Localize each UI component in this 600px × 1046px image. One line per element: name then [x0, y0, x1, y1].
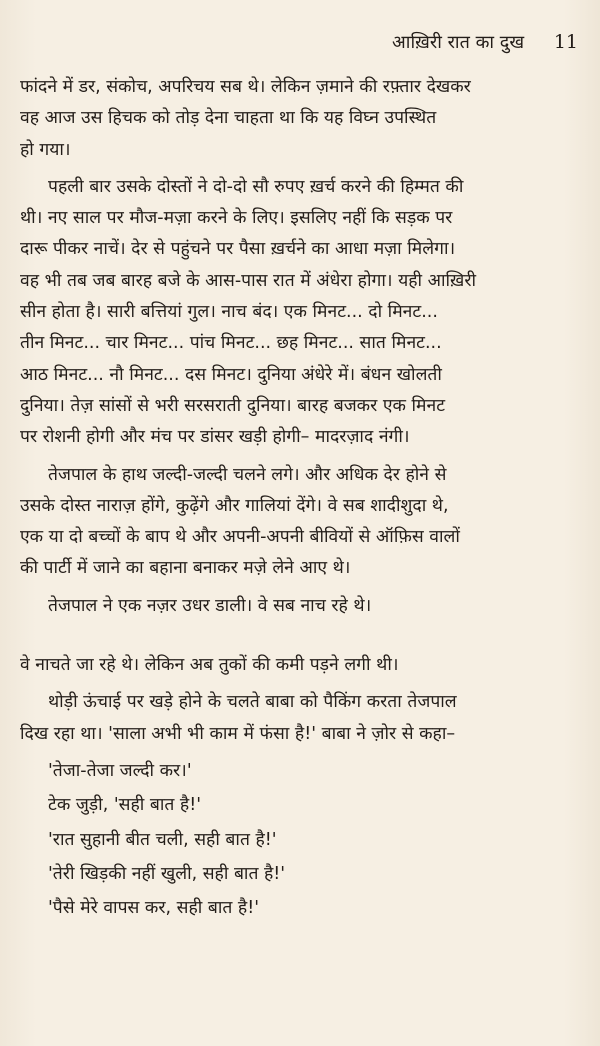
- verse-line: 'तेरी खिड़की नहीं खुली, सही बात है!': [48, 863, 286, 884]
- text-line: पर रोशनी होगी और मंच पर डांसर खड़ी होगी– मादरज़ाद नंगी।: [20, 427, 410, 448]
- text-line: थी। नए साल पर मौज-मज़ा करने के लिए। इसलिए नहीं कि सड़क पर: [20, 208, 453, 229]
- text-line: आठ मिनट... नौ मिनट... दस मिनट। दुनिया अंधेरे में। बंधन खोलती: [20, 364, 442, 385]
- text-line: की पार्टी में जाने का बहाना बनाकर मज़े लेने आए थे।: [20, 558, 351, 579]
- text-line: तीन मिनट... चार मिनट... पांच मिनट... छह मिनट... सात मिनट...: [20, 333, 442, 354]
- text-line: उसके दोस्त नाराज़ होंगे, कुढ़ेंगे और गालियां देंगे। वे सब शादीशुदा थे,: [20, 495, 449, 516]
- text-line: वह आज उस हिचक को तोड़ देना चाहता था कि यह विघ्न उपस्थित: [20, 108, 437, 129]
- text-line: पहली बार उसके दोस्तों ने दो-दो सौ रुपए ख़र्च करने की हिम्मत की: [48, 176, 464, 197]
- text-line: तेजपाल के हाथ जल्दी-जल्दी चलने लगे। और अधिक देर होने से: [48, 464, 447, 485]
- verse-line: 'रात सुहानी बीत चली, सही बात है!': [48, 829, 277, 850]
- text-line: तेजपाल ने एक नज़र उधर डाली। वे सब नाच रहे थे।: [48, 595, 372, 616]
- text-line: एक या दो बच्चों के बाप थे और अपनी-अपनी बीवियों से ऑफ़िस वालों: [20, 527, 460, 548]
- paragraph-3: [20, 460, 585, 585]
- song-verses: [20, 756, 585, 924]
- verse-line: 'तेजा-तेजा जल्दी कर।': [48, 760, 192, 781]
- text-line: सीन होता है। सारी बत्तियां गुल। नाच बंद। एक मिनट... दो मिनट...: [20, 302, 438, 323]
- chapter-title: आख़िरी रात का दुख: [392, 32, 525, 53]
- paragraph-6: [20, 687, 585, 750]
- text-line: दिख रहा था। 'साला अभी भी काम में फंसा है!' बाबा ने ज़ोर से कहा–: [20, 723, 456, 744]
- page-body: [20, 72, 585, 927]
- verse-line: 'पैसे मेरे वापस कर, सही बात है!': [48, 898, 260, 919]
- page-number: 11: [553, 31, 578, 53]
- text-line: वह भी तब जब बारह बजे के आस-पास रात में अंधेरा होगा। यही आख़िरी: [20, 270, 477, 291]
- text-line: दारू पीकर नाचें। देर से पहुंचने पर पैसा ख़र्चने का आधा मज़ा मिलेगा।: [20, 239, 456, 260]
- text-line: वे नाचते जा रहे थे। लेकिन अब तुकों की कमी पड़ने लगी थी।: [20, 655, 399, 676]
- text-line: फांदने में डर, संकोच, अपरिचय सब थे। लेकिन ज़माने की रफ़्तार देखकर: [20, 77, 471, 97]
- paragraph-5: [20, 650, 585, 681]
- paragraph-4: [20, 591, 585, 622]
- verse-line: टेक जुड़ी, 'सही बात है!': [48, 795, 202, 816]
- stanza-gap: [20, 628, 585, 650]
- text-line: दुनिया। तेज़ सांसों से भरी सरसराती दुनिया। बारह बजकर एक मिनट: [20, 395, 446, 416]
- text-line: थोड़ी ऊंचाई पर खड़े होने के चलते बाबा को पैकिंग करता तेजपाल: [48, 692, 457, 713]
- paragraph-2: [20, 172, 585, 454]
- paragraph-1: [20, 72, 585, 166]
- running-header: [392, 30, 578, 54]
- text-line: हो गया।: [20, 139, 71, 160]
